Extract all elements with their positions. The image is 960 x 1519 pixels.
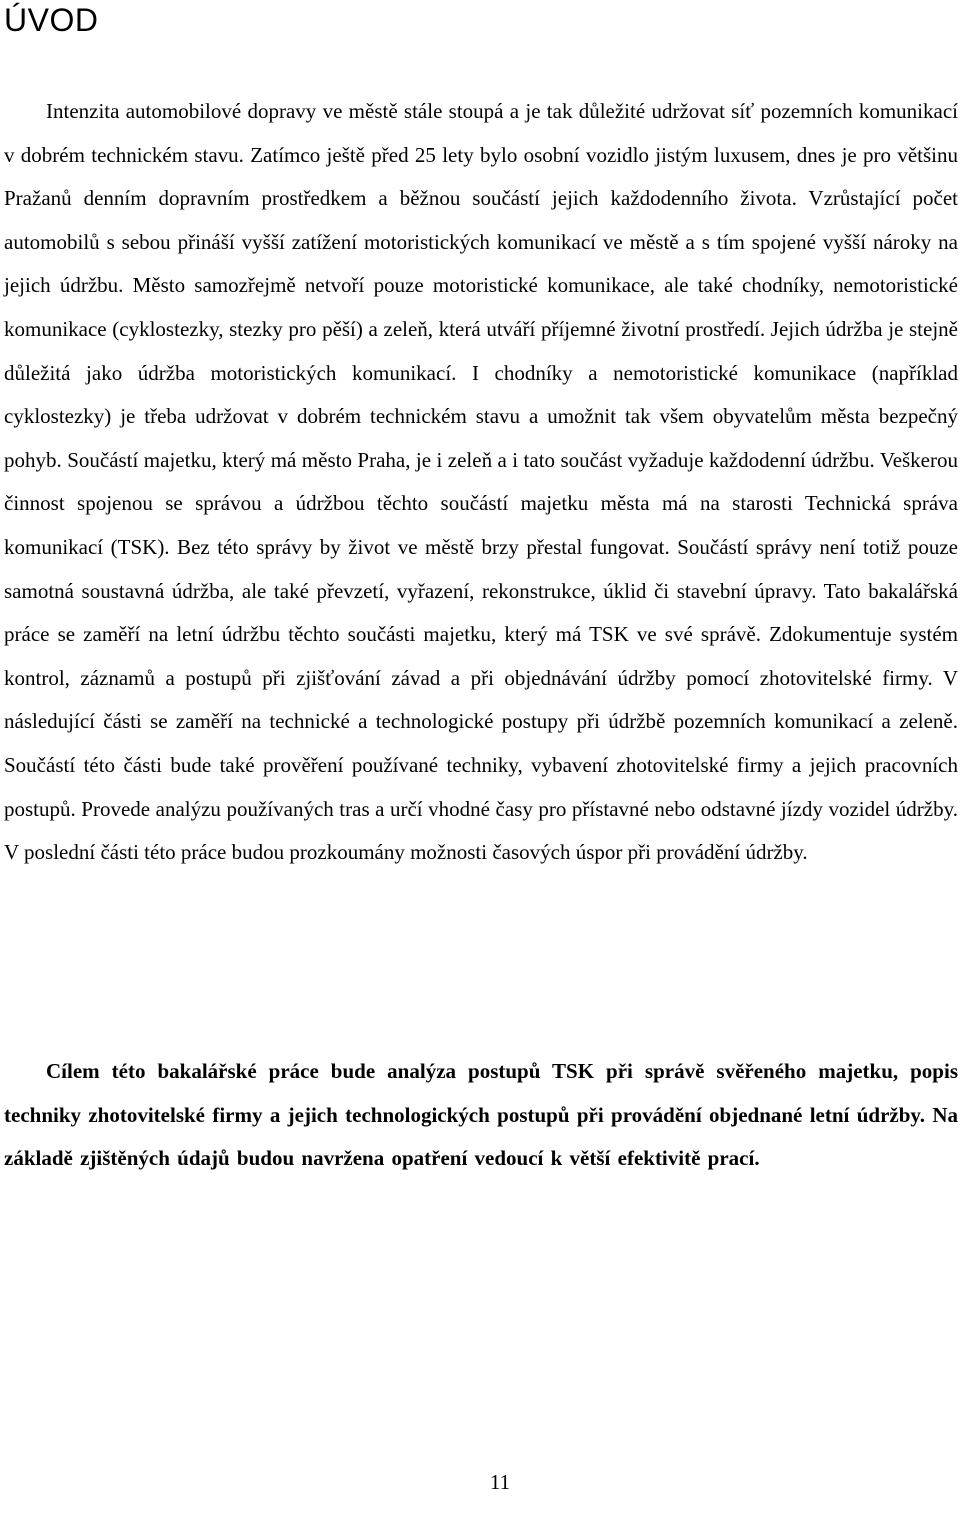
goal-paragraph: Cílem této bakalářské práce bude analýza postupů TSK při správě svěřeného majetku, popis techniky zhotovitelské firmy a jejich technologických postupů při provádění objednané letní údržby. Na základě zjištěných údajů budou navržena opatření vedoucí k větší efektivitě prací.: [4, 1059, 958, 1171]
page-number: 11: [489, 1470, 511, 1494]
section-heading: ÚVOD: [4, 2, 99, 38]
intro-paragraph: Intenzita automobilové dopravy ve městě stále stoupá a je tak důležité udržovat síť pozemních komunikací v dobrém technickém stavu. Zatímco ještě před 25 lety bylo osobní vozidlo jistým luxusem, dnes je pro většinu Pražanů denním dopravním prostředkem a běžnou součástí jejich každodenního života. Vzrůstající počet automobilů s sebou přináší vyšší zatížení motoristických komunikací ve městě a s tím spojené vyšší nároky na jejich údržbu. Město samozřejmě netvoří pouze motoristické komunikace, ale také chodníky, nemotoristické komunikace (cyklostezky, stezky pro pěší) a zeleň, která utváří příjemné životní prostředí. Jejich údržba je stejně důležitá jako údržba motoristických komunikací. I chodníky a nemotoristické komunikace (například cyklostezky) je třeba udržovat v dobrém technickém stavu a umožnit tak všem obyvatelům města bezpečný pohyb. Součástí majetku, který má město Praha, je i zeleň a i tato součást vyžaduje každodenní údržbu. Veškerou činnost spojenou se správou a údržbou těchto součástí majetku města má na starosti Technická správa komunikací (TSK). Bez této správy by život ve městě brzy přestal fungovat. Součástí správy není totiž pouze samotná soustavná údržba, ale také převzetí, vyřazení, rekonstrukce, úklid či stavební úpravy. Tato bakalářská práce se zaměří na letní údržbu těchto součásti majetku, který má TSK ve své správě. Zdokumentuje systém kontrol, záznamů a postupů při zjišťování závad a při objednávání údržby pomocí zhotovitelské firmy. V následující části se zaměří na technické a technologické postupy při údržbě pozemních komunikací a zeleně. Součástí této části bude také prověření používané techniky, vybavení zhotovitelské firmy a jejich pracovních postupů. Provede analýzu používaných tras a určí vhodné časy pro přístavné nebo odstavné jízdy vozidel údržby. V poslední části této práce budou prozkoumány možnosti časových úspor při provádění údržby.: [4, 99, 958, 865]
